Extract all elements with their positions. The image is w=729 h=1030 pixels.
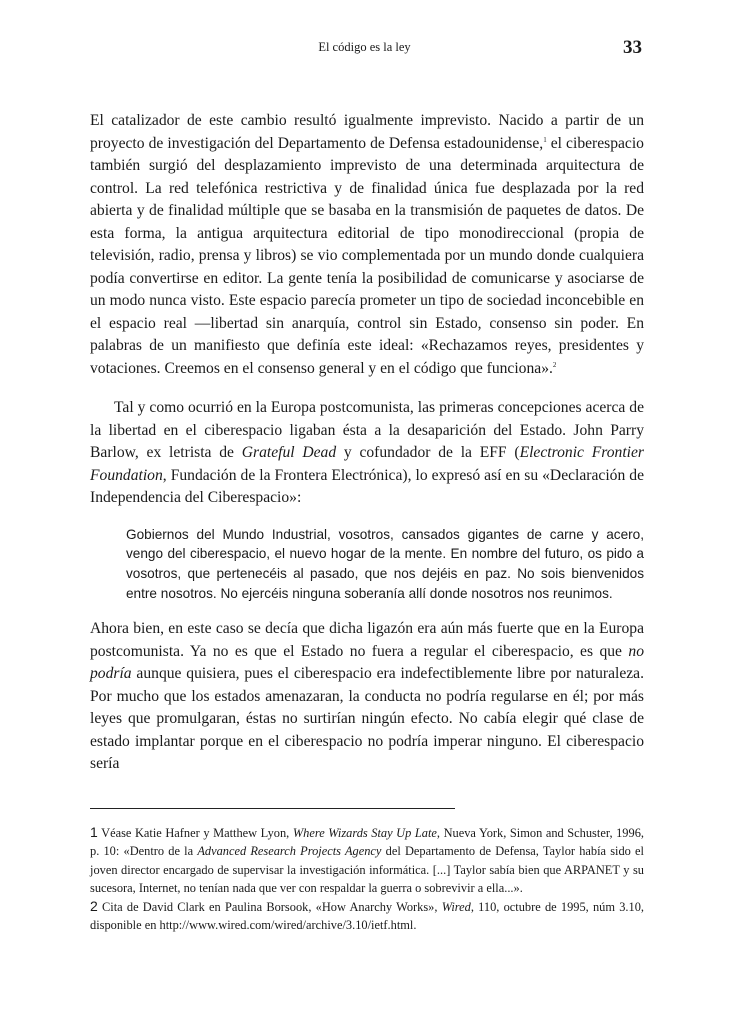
body-text	[90, 110, 644, 776]
footnote-1	[90, 823, 644, 897]
paragraph-2	[90, 397, 644, 510]
footnote-2	[90, 897, 644, 935]
footnote-ref-2[interactable]: 2	[552, 360, 557, 369]
footnote-1-italic-b: Advanced Research Projects Agency	[197, 844, 382, 859]
block-quote: Gobiernos del Mundo Industrial, vosotros, cansados gigantes de carne y acero, vengo del ciberespacio, el nuevo hogar de la mente. En nombre del futuro, os pido a vosotros, que pertenecéis al pasado, que nos dejéis en paz. No sois bienvenidos entre nosotros. No ejercéis ninguna soberanía allí donde nosotros nos reunimos.	[126, 526, 644, 601]
paragraph-2-italic-band: Grateful Dead	[241, 444, 337, 461]
running-title: El código es la ley	[318, 40, 411, 54]
paragraph-2-italic-eff: Electronic Frontier Foundation	[90, 444, 644, 484]
footnote-1-italic-a: Where Wizards Stay Up Late	[292, 826, 437, 840]
paragraph-2-text-a: Tal y como ocurrió en la Europa postcomunista, las primeras concepciones acerca de la libertad en el ciberespacio ligaban ésta a la desaparición del Estado. John Parry Barlow, ex letrista de	[90, 399, 644, 461]
quote-gap-top	[90, 510, 644, 525]
quote-gap-bottom	[90, 603, 644, 618]
page-number: 33	[623, 37, 642, 58]
footnotes	[90, 823, 644, 935]
footnote-ref-1[interactable]: 1	[543, 135, 547, 144]
footnote-1-text-a: Véase Katie Hafner y Matthew Lyon,	[97, 826, 293, 840]
paragraph-3-italic: no podría	[90, 642, 644, 683]
footnote-1-text-b: , Nueva York, Simon and Schuster, 1996, p. 10: «Dentro de la	[90, 826, 644, 859]
footnote-2-text-a: Cita de David Clark en Paulina Borsook, «How Anarchy Works»,	[97, 900, 442, 915]
footnote-separator	[90, 808, 455, 809]
footnote-1-number: 1	[90, 824, 98, 840]
paragraph-1	[90, 110, 644, 380]
paragraph-3-text-b: aunque quisiera, pues el ciberespacio era indefectiblemente libre por naturaleza. Por mucho que los estados amenazaran, la conducta no podría regularse en él; por más leyes que promulgaran, éstas no surtirían ningún efecto. No cabía elegir qué clase de estado implantar porque en el ciberespacio no podría imperar ninguno. El ciberespacio sería	[90, 665, 644, 773]
paragraph-2-text-b: y cofundador de la EFF (	[336, 444, 520, 461]
footnote-2-italic: Wired	[441, 900, 471, 915]
footnote-2-text-b[interactable]: , 110, octubre de 1995, núm 3.10, disponible en http://www.wired.com/wired/archive/3.10/ietf.html.	[90, 900, 644, 933]
paragraph-gap	[90, 380, 644, 397]
paragraph-1-text-a: El catalizador de este cambio resultó igualmente imprevisto. Nacido a partir de un proyecto de investigación del Departamento de Defensa estadounidense,	[90, 112, 644, 152]
paragraph-1-text-b: el ciberespacio también surgió del desplazamiento imprevisto de una determinada arquitectura de control. La red telefónica restrictiva y de finalidad única fue desplazada por la red abierta y de finalidad múltiple que se basaba en la transmisión de paquetes de datos. De esta forma, la antigua arquitectura editorial de tipo monodireccional (propia de televisión, radio, prensa y libros) se vio complementada por un mundo donde cualquiera podía convertirse en editor. La gente tenía la posibilidad de comunicarse y asociarse de un modo nunca visto. Este espacio parecía prometer un tipo de sociedad inconcebible en el espacio real —libertad sin anarquía, control sin Estado, consenso sin poder. En palabras de un manifiesto que definía este ideal: «Rechazamos reyes, presidentes y votaciones. Creemos en el consenso general y en el código que funciona».	[90, 134, 644, 377]
footnote-2-number: 2	[90, 898, 98, 915]
paragraph-3-text-a: Ahora bien, en este caso se decía que dicha ligazón era aún más fuerte que en la Europa postcomunista. Ya no es que el Estado no fuera a regular el ciberespacio, es que	[90, 620, 644, 660]
paragraph-2-text-c: , Fundación de la Frontera Electrónica), lo expresó así en su «Declaración de Independencia del Ciberespacio»:	[90, 466, 644, 506]
footnote-1-text-c: del Departamento de Defensa, Taylor había sido el joven director encargado de supervisar la investigación informática. [...] Taylor sabía bien que ARPANET y su sucesora, Internet, no tenían nada que ver con respaldar la guerra o sobrevivir a ella...».	[90, 844, 644, 895]
paragraph-3	[90, 618, 644, 776]
